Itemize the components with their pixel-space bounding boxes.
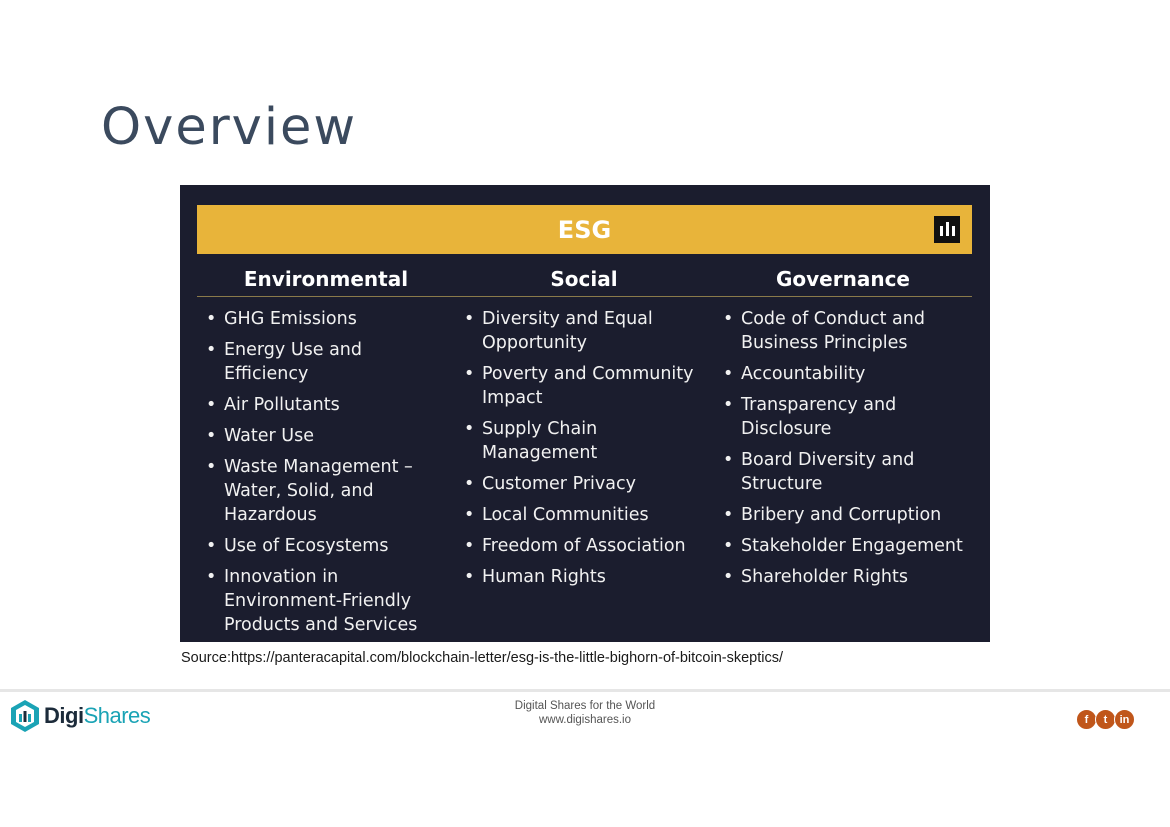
column-header-social: Social (550, 267, 618, 291)
footer-tagline-block (460, 699, 710, 727)
list-item: • Diversity and Equal Opportunity (464, 307, 714, 355)
digishares-logo-icon (10, 699, 40, 733)
environmental-list (206, 307, 446, 644)
list-item: • Energy Use and Efficiency (206, 338, 446, 386)
source-citation: Source:https://panteracapital.com/blockchain-letter/esg-is-the-little-bighorn-of-bitcoin-skeptics/ (181, 650, 784, 666)
list-item: • GHG Emissions (206, 307, 446, 331)
social-links (1078, 709, 1135, 730)
list-item: • Poverty and Community Impact (464, 362, 714, 410)
list-item: • Transparency and Disclosure (723, 393, 968, 441)
footer-url[interactable]: www.digishares.io (538, 714, 632, 726)
column-header-governance: Governance (775, 267, 910, 291)
footer-divider (0, 689, 1170, 692)
logo-text-shares: Shares (83, 703, 151, 728)
esg-infographic (180, 185, 990, 642)
list-item: • Bribery and Corruption (723, 503, 968, 527)
list-item: • Innovation in Environment-Friendly Products and Services (206, 565, 446, 637)
governance-list (723, 307, 968, 596)
column-header-environmental: Environmental (243, 267, 409, 291)
esg-banner-title: ESG (557, 215, 612, 244)
list-item: • Human Rights (464, 565, 714, 589)
list-item: • Accountability (723, 362, 968, 386)
list-item: • Use of Ecosystems (206, 534, 446, 558)
facebook-icon[interactable]: f (1076, 709, 1097, 730)
pantera-logo-icon (934, 216, 960, 243)
linkedin-icon[interactable]: in (1114, 709, 1135, 730)
digishares-logo[interactable] (10, 699, 150, 733)
esg-banner (197, 205, 972, 254)
social-list (464, 307, 714, 596)
list-item: • Code of Conduct and Business Principles (723, 307, 968, 355)
list-item: • Waste Management – Water, Solid, and Hazardous (206, 455, 446, 527)
list-item: • Water Use (206, 424, 446, 448)
list-item: • Board Diversity and Structure (723, 448, 968, 496)
header-divider (197, 296, 972, 297)
list-item: • Freedom of Association (464, 534, 714, 558)
list-item: • Stakeholder Engagement (723, 534, 968, 558)
page-title: Overview (101, 98, 358, 157)
list-item: • Shareholder Rights (723, 565, 968, 589)
twitter-icon[interactable]: t (1095, 709, 1116, 730)
logo-text-digi: Digi (44, 703, 84, 728)
list-item: • Supply Chain Management (464, 417, 714, 465)
list-item: • Air Pollutants (206, 393, 446, 417)
list-item: • Local Communities (464, 503, 714, 527)
list-item: • Customer Privacy (464, 472, 714, 496)
footer-tagline: Digital Shares for the World (514, 700, 656, 712)
